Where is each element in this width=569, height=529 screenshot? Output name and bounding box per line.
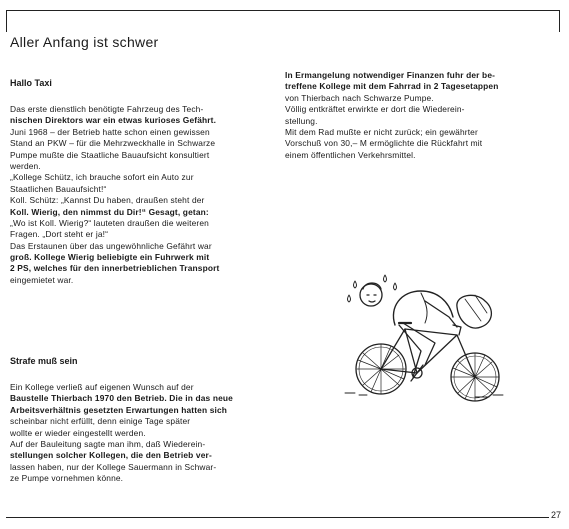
text-line: Ein Kollege verließ auf eigenen Wunsch auf der bbox=[10, 382, 194, 392]
page-title: Aller Anfang ist schwer bbox=[10, 34, 159, 50]
section-body-continuation bbox=[285, 70, 555, 161]
text-line: Staatlichen Bauaufsicht!“ bbox=[10, 183, 107, 194]
text-line: Arbeitsverhältnis gesetzten Erwartungen hatten sich bbox=[10, 404, 228, 415]
text-line: „Wo ist Koll. Wierig?“ lauteten draußen die weiteren bbox=[10, 217, 209, 228]
text-line: Koll. Wierig, den nimmst du Dir!“ Gesagt, getan: bbox=[10, 206, 209, 217]
section-heading-strafe: Strafe muß sein bbox=[10, 356, 78, 366]
text-line: In Ermangelung notwendiger Finanzen fuhr der be- bbox=[285, 70, 496, 80]
section-body-hallo-taxi bbox=[10, 104, 272, 286]
text-line: Auf der Bauleitung sagte man ihm, daß Wiederein- bbox=[10, 438, 206, 449]
text-line: Das erste dienstlich benötigte Fahrzeug des Tech- bbox=[10, 104, 204, 114]
text-line: wollte er wieder eingestellt werden. bbox=[10, 427, 146, 438]
text-line: nischen Direktors war ein etwas kurioses Gefährt. bbox=[10, 115, 217, 126]
text-line: stellung. bbox=[285, 115, 318, 126]
text-line: Baustelle Thierbach 1970 den Betrieb. Die in das neue bbox=[10, 393, 233, 404]
text-line: scheinbar nicht erfüllt, denn einige Tage später bbox=[10, 416, 191, 427]
text-line: einem öffentlichen Verkehrsmittel. bbox=[285, 149, 416, 160]
text-line: Mit dem Rad mußte er nicht zurück; ein gewährter bbox=[285, 126, 478, 137]
text-line: „Kollege Schütz, ich brauche sofort ein Auto zur bbox=[10, 172, 194, 183]
text-line: Stand an PKW – für die Mehrzweckhalle in Schwarze bbox=[10, 138, 216, 149]
text-line: Koll. Schütz: „Kannst Du haben, draußen steht der bbox=[10, 195, 205, 206]
bottom-rule bbox=[6, 517, 560, 518]
text-line: lassen haben, nur der Kollege Sauermann in Schwar- bbox=[10, 461, 217, 472]
page-number: 27 bbox=[551, 510, 562, 520]
text-line: stellungen solcher Kollegen, die den Betrieb ver- bbox=[10, 450, 212, 461]
cyclist-cartoon-illustration bbox=[325, 265, 525, 410]
top-rule bbox=[6, 10, 560, 11]
text-line: Völlig entkräftet erwirkte er dort die Wiederein- bbox=[285, 104, 465, 115]
text-line: treffene Kollege mit dem Fahrrad in 2 Tagesetappen bbox=[285, 81, 499, 92]
text-line: groß. Kollege Wierig beliebigte ein Fuhrwerk mit bbox=[10, 252, 210, 263]
section-body-strafe bbox=[10, 382, 272, 485]
left-frame-mark bbox=[6, 10, 7, 32]
section-heading-hallo-taxi: Hallo Taxi bbox=[10, 78, 52, 88]
text-line: 2 PS, welches für den innerbetrieblichen Transport bbox=[10, 263, 220, 274]
text-line: ze Pumpe vornehmen könne. bbox=[10, 473, 124, 484]
text-line: Vorschuß von 30,– M ermöglichte die Rückfahrt mit bbox=[285, 138, 483, 149]
right-frame-mark bbox=[559, 10, 560, 32]
text-line: Fragen. „Dort steht er ja!“ bbox=[10, 229, 109, 240]
text-line: werden. bbox=[10, 160, 41, 171]
text-line: von Thierbach nach Schwarze Pumpe. bbox=[285, 92, 434, 103]
text-line: Juni 1968 – der Betrieb hatte schon einen gewissen bbox=[10, 126, 210, 137]
text-line: Das Erstaunen über das ungewöhnliche Gefährt war bbox=[10, 240, 212, 251]
text-line: Pumpe mußte die Staatliche Bauaufsicht konsultiert bbox=[10, 149, 210, 160]
text-line: eingemietet war. bbox=[10, 274, 74, 285]
